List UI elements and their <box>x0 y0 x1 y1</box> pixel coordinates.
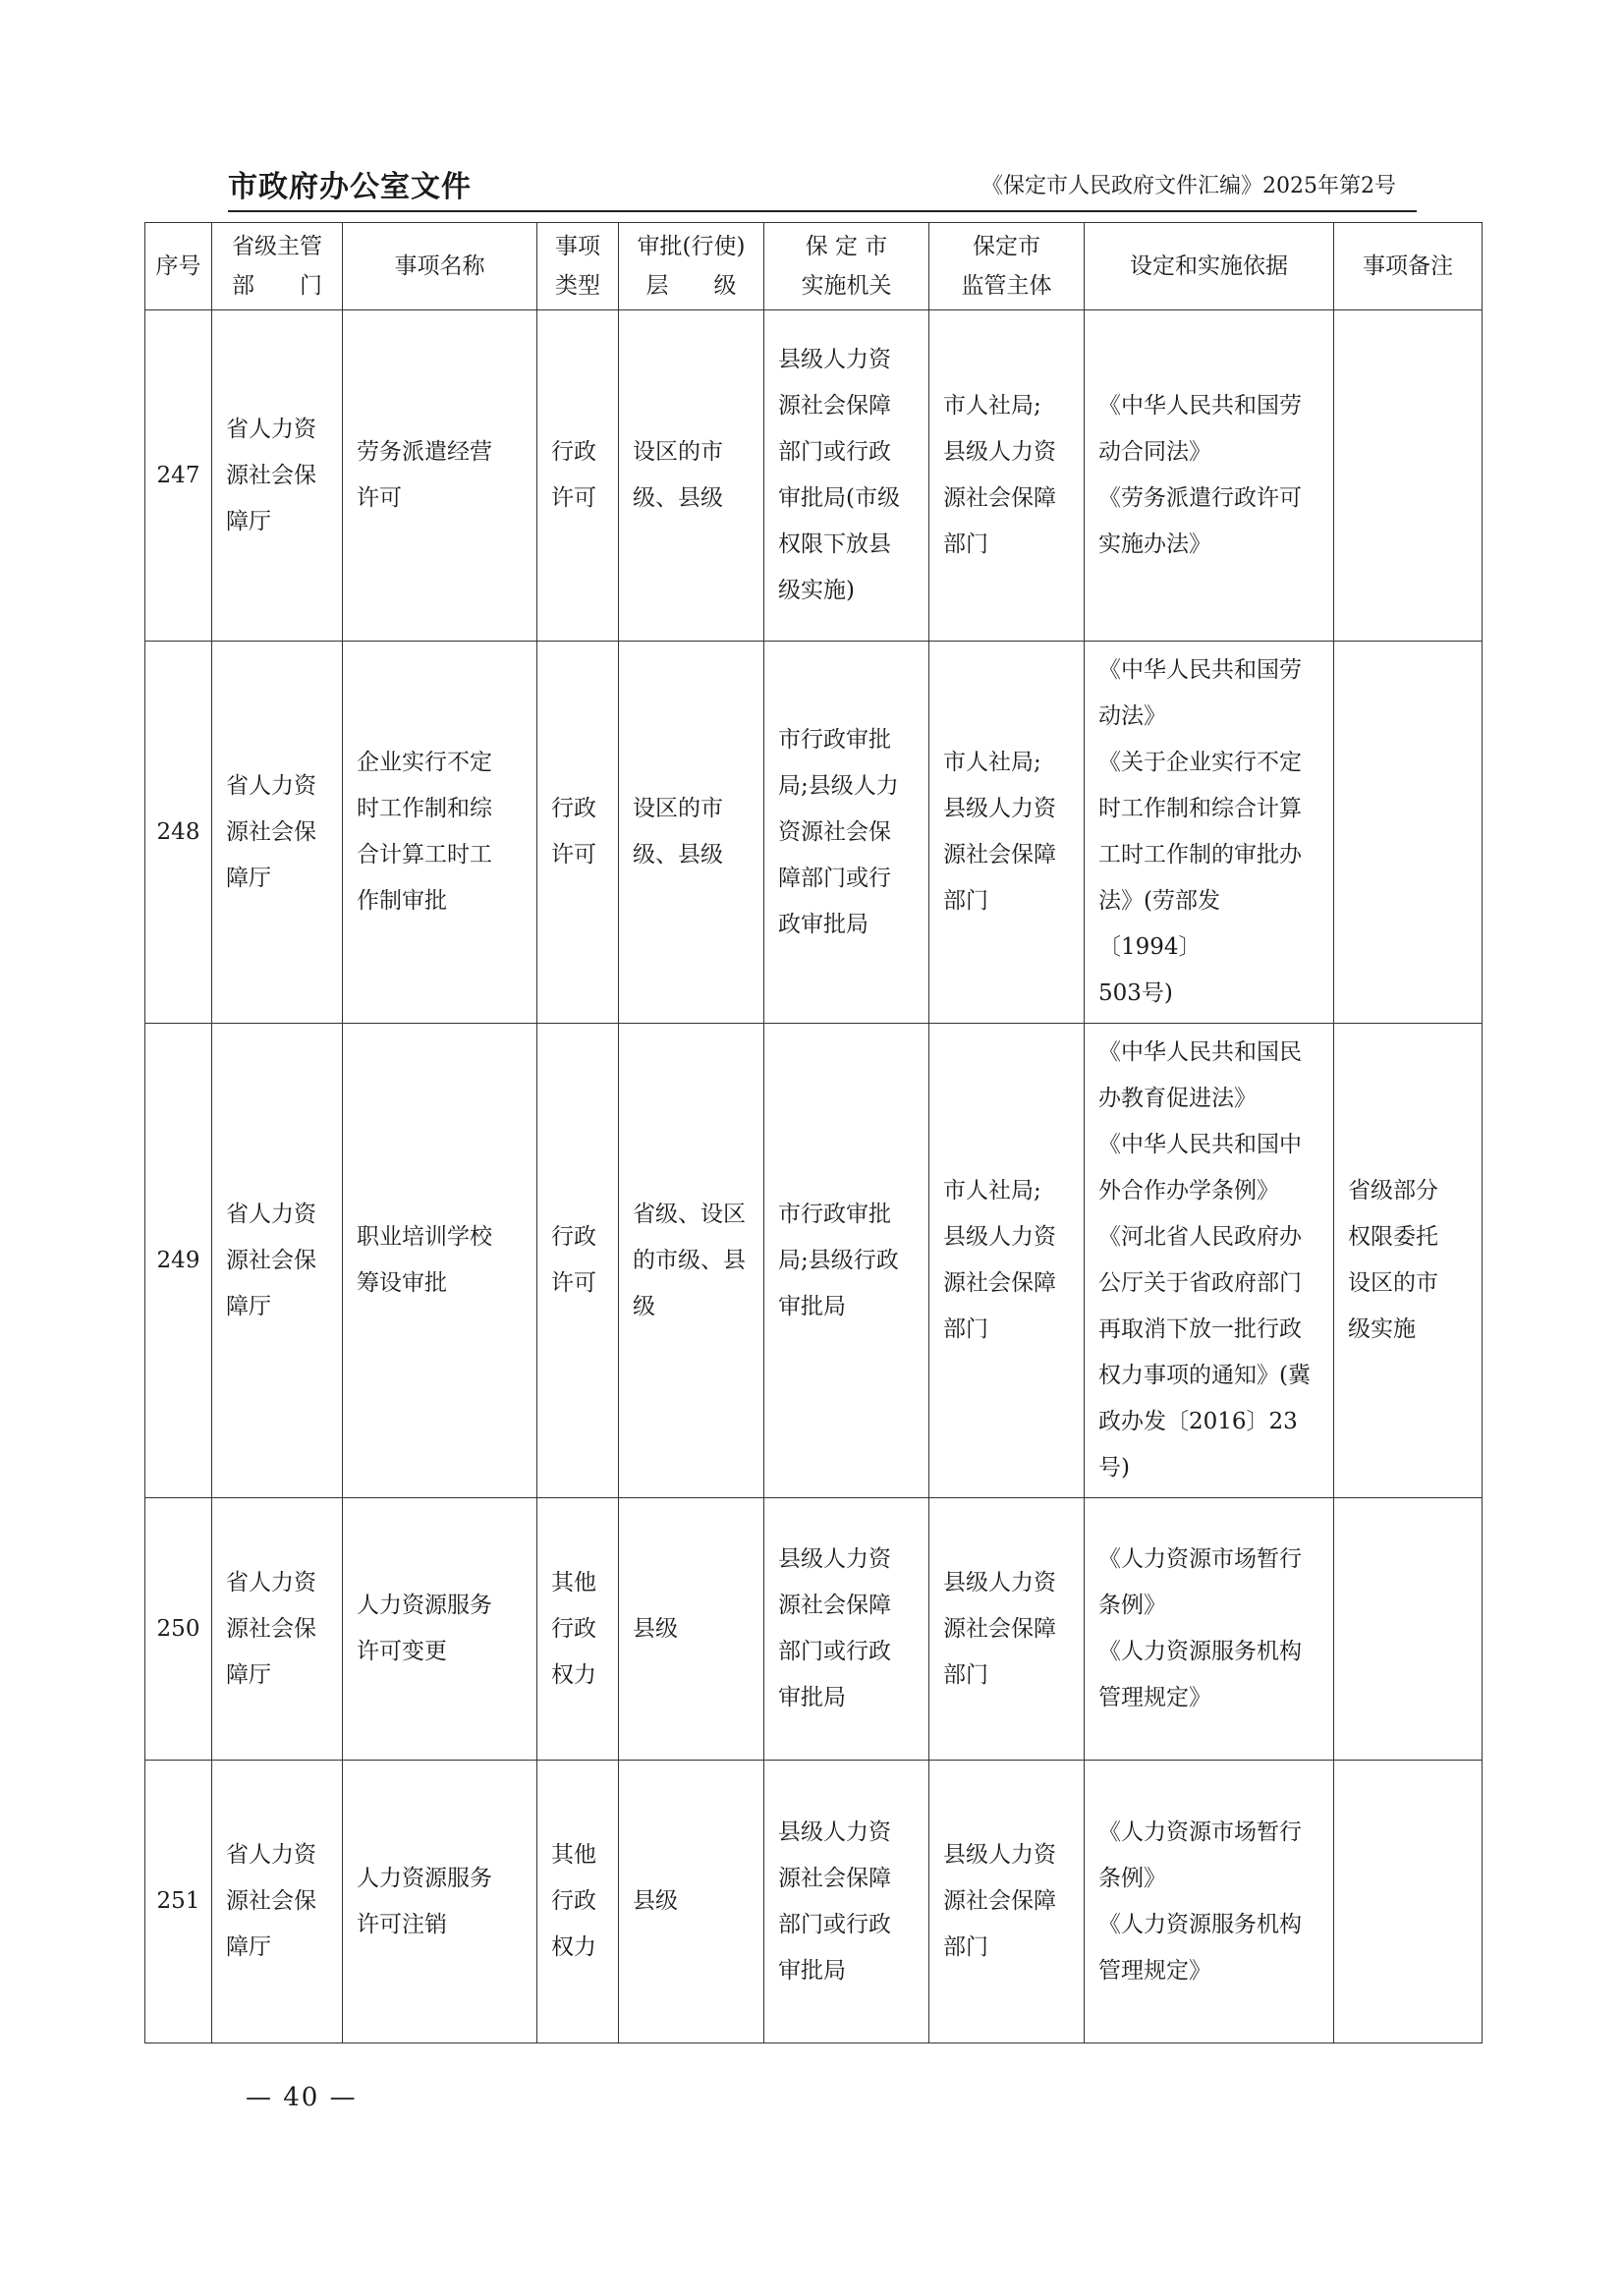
row-item-type: 其他 行政 权力 <box>537 1498 619 1761</box>
row-department: 省人力资 源社会保 障厅 <box>212 1024 343 1498</box>
table-row <box>145 642 1483 1024</box>
row-number: 251 <box>145 1761 212 2043</box>
row-item-type: 其他 行政 权力 <box>537 1761 619 2043</box>
row-supervisor: 市人社局; 县级人力资 源社会保障 部门 <box>929 310 1085 642</box>
col-header-agency: 保 定 市 实施机关 <box>764 223 929 310</box>
row-number: 250 <box>145 1498 212 1761</box>
row-department: 省人力资 源社会保 障厅 <box>212 1498 343 1761</box>
table-row <box>145 310 1483 642</box>
row-supervisor: 县级人力资 源社会保障 部门 <box>929 1498 1085 1761</box>
row-agency: 市行政审批 局;县级人力 资源社会保 障部门或行 政审批局 <box>764 642 929 1024</box>
row-agency: 县级人力资 源社会保障 部门或行政 审批局 <box>764 1498 929 1761</box>
row-level: 县级 <box>619 1761 764 2043</box>
header-title: 市政府办公室文件 <box>228 170 472 204</box>
row-basis: 《中华人民共和国民 办教育促进法》 《中华人民共和国中 外合作办学条例》 《河北省人民政府办 公厅关于省政府部门 再取消下放一批行政 权力事项的通知》(冀 政办发〔2016〕23号) <box>1085 1024 1334 1498</box>
row-item-type: 行政 许可 <box>537 642 619 1024</box>
row-remark <box>1334 1498 1483 1761</box>
row-basis: 《中华人民共和国劳 动合同法》 《劳务派遣行政许可 实施办法》 <box>1085 310 1334 642</box>
table-header-row <box>145 223 1483 310</box>
row-number: 249 <box>145 1024 212 1498</box>
row-department: 省人力资 源社会保 障厅 <box>212 1761 343 2043</box>
page-number: — 40 — <box>246 2083 358 2112</box>
row-agency: 市行政审批 局;县级行政 审批局 <box>764 1024 929 1498</box>
col-header-number: 序号 <box>145 223 212 310</box>
row-remark <box>1334 310 1483 642</box>
row-level: 省级、设区 的市级、县 级 <box>619 1024 764 1498</box>
row-number: 248 <box>145 642 212 1024</box>
col-header-basis: 设定和实施依据 <box>1085 223 1334 310</box>
row-remark <box>1334 1761 1483 2043</box>
row-remark: 省级部分 权限委托 设区的市 级实施 <box>1334 1024 1483 1498</box>
row-level: 县级 <box>619 1498 764 1761</box>
row-supervisor: 市人社局; 县级人力资 源社会保障 部门 <box>929 1024 1085 1498</box>
col-header-item-type: 事项 类型 <box>537 223 619 310</box>
row-supervisor: 市人社局; 县级人力资 源社会保障 部门 <box>929 642 1085 1024</box>
table-row <box>145 1761 1483 2043</box>
col-header-level: 审批(行使) 层 级 <box>619 223 764 310</box>
row-item-name: 劳务派遣经营 许可 <box>343 310 537 642</box>
row-item-type: 行政 许可 <box>537 1024 619 1498</box>
row-remark <box>1334 642 1483 1024</box>
row-item-name: 企业实行不定 时工作制和综 合计算工时工 作制审批 <box>343 642 537 1024</box>
row-department: 省人力资 源社会保 障厅 <box>212 642 343 1024</box>
row-department: 省人力资 源社会保 障厅 <box>212 310 343 642</box>
col-header-supervisor: 保定市 监管主体 <box>929 223 1085 310</box>
header-publication: 《保定市人民政府文件汇编》2025年第2号 <box>981 174 1396 198</box>
row-basis: 《人力资源市场暂行 条例》 《人力资源服务机构 管理规定》 <box>1085 1498 1334 1761</box>
row-item-name: 职业培训学校 筹设审批 <box>343 1024 537 1498</box>
col-header-remark: 事项备注 <box>1334 223 1483 310</box>
col-header-department: 省级主管 部 门 <box>212 223 343 310</box>
row-item-type: 行政 许可 <box>537 310 619 642</box>
row-agency: 县级人力资 源社会保障 部门或行政 审批局 <box>764 1761 929 2043</box>
row-item-name: 人力资源服务 许可注销 <box>343 1761 537 2043</box>
items-table <box>144 222 1483 2043</box>
table-row <box>145 1498 1483 1761</box>
row-basis: 《人力资源市场暂行 条例》 《人力资源服务机构 管理规定》 <box>1085 1761 1334 2043</box>
row-item-name: 人力资源服务 许可变更 <box>343 1498 537 1761</box>
header-rule <box>228 210 1417 212</box>
row-level: 设区的市 级、县级 <box>619 642 764 1024</box>
row-supervisor: 县级人力资 源社会保障 部门 <box>929 1761 1085 2043</box>
row-agency: 县级人力资 源社会保障 部门或行政 审批局(市级 权限下放县 级实施) <box>764 310 929 642</box>
col-header-item-name: 事项名称 <box>343 223 537 310</box>
row-number: 247 <box>145 310 212 642</box>
row-basis: 《中华人民共和国劳 动法》 《关于企业实行不定 时工作制和综合计算 工时工作制的审批办 法》(劳部发〔1994〕 503号) <box>1085 642 1334 1024</box>
table-row <box>145 1024 1483 1498</box>
row-level: 设区的市 级、县级 <box>619 310 764 642</box>
